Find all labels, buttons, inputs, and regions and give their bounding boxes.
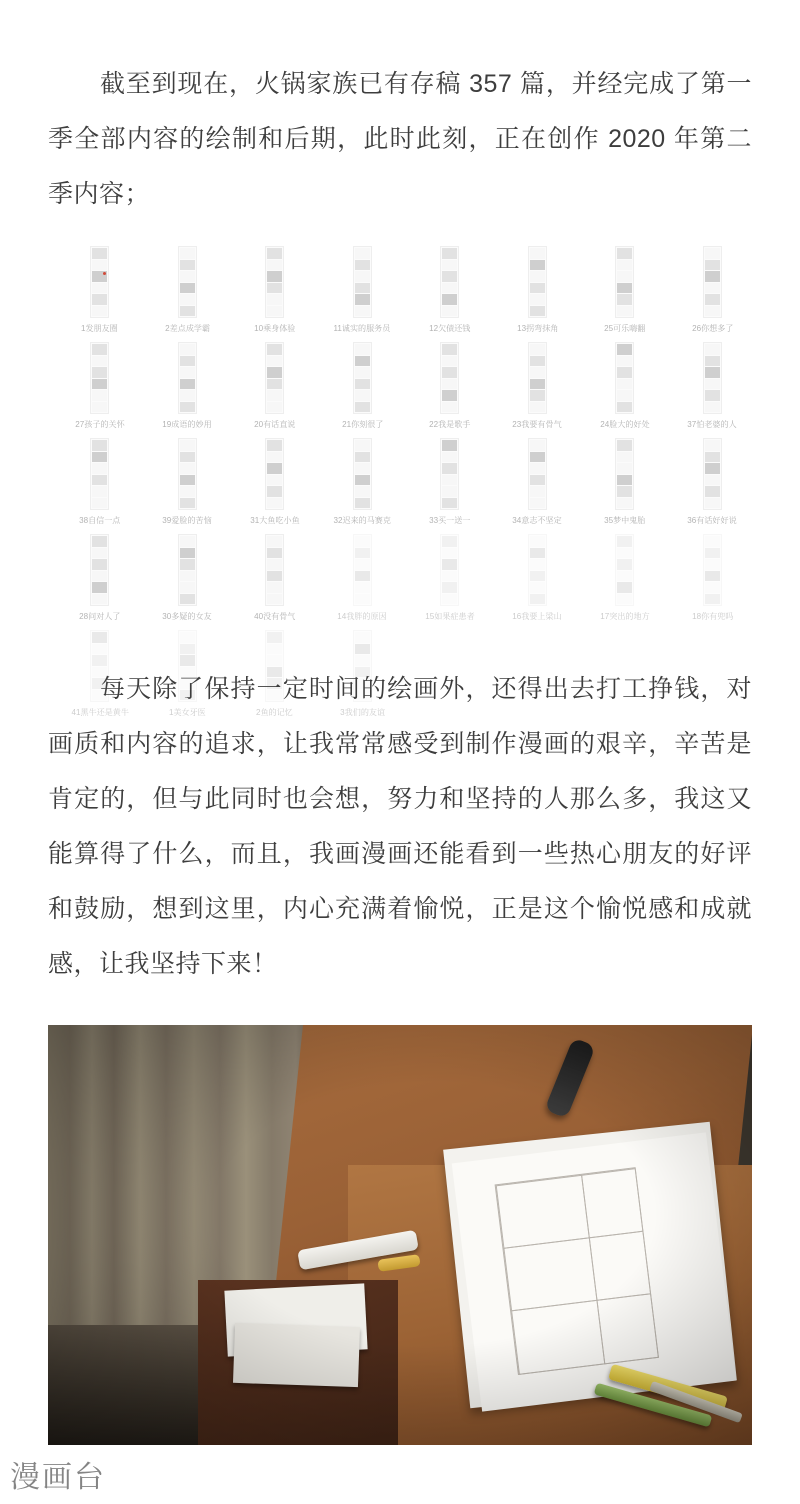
thumbnail-item[interactable] [669,246,757,342]
thumbnail-item[interactable] [406,534,494,630]
thumbnail-label: 39爱脸的苦恼 [162,515,212,525]
comic-strip-thumbnail-icon [703,246,722,318]
thumbnail-label: 30多疑的女友 [162,611,212,621]
comic-strip-thumbnail-icon [528,342,547,414]
thumbnail-item[interactable] [581,246,669,342]
thumbnail-item[interactable] [669,534,757,630]
comic-strip-thumbnail-icon [528,534,547,606]
comic-strip-thumbnail-icon [440,246,459,318]
comic-strip-thumbnail-icon [90,534,109,606]
thumbnail-label: 22我是歌手 [429,419,471,429]
thumbnail-label: 21你刻很了 [341,419,383,429]
thumbnail-label: 18你有兜吗 [691,611,733,621]
thumbnail-item[interactable] [319,342,407,438]
thumbnail-label: 19成语的妙用 [162,419,212,429]
thumbnail-item[interactable] [669,342,757,438]
comic-strip-thumbnail-icon [615,342,634,414]
thumbnail-item[interactable] [144,534,232,630]
thumbnail-label: 3我们的友谊 [339,707,385,717]
thumbnail-label: 24脸大的好处 [600,419,650,429]
thumbnail-label: 31大鱼吃小鱼 [250,515,300,525]
thumbnail-label: 41黑牛还是黄牛 [71,707,129,717]
thumbnail-item[interactable] [494,246,582,342]
thumbnail-item[interactable] [231,342,319,438]
comic-strip-thumbnail-icon [90,342,109,414]
thumbnail-label: 27孩子的关怀 [75,419,125,429]
thumbnail-label: 25可乐嗨翻 [604,323,646,333]
thumbnail-label: 32迟来的马赛克 [333,515,391,525]
thumbnail-label: 34意志不坚定 [512,515,562,525]
thumbnail-item[interactable] [406,246,494,342]
comic-strip-thumbnail-icon [265,534,284,606]
comic-strip-thumbnail-icon [265,246,284,318]
comic-strip-thumbnail-icon [703,534,722,606]
thumbnail-item[interactable] [669,438,757,534]
thumbnail-item[interactable] [144,438,232,534]
thumbnail-item[interactable] [56,534,144,630]
thumbnail-item[interactable] [56,246,144,342]
thumbnail-item[interactable] [56,342,144,438]
comic-strip-thumbnail-icon [265,438,284,510]
thumbnail-item[interactable] [406,438,494,534]
thumbnail-label: 33买一送一 [429,515,471,525]
comic-strip-thumbnail-icon [440,534,459,606]
thumbnail-item[interactable] [494,534,582,630]
thumbnail-grid [56,246,756,726]
thumbnail-item[interactable] [231,438,319,534]
thumbnail-label: 13拐弯抹角 [516,323,558,333]
thumbnail-item[interactable] [581,534,669,630]
thumbnail-label: 26你想多了 [691,323,733,333]
thumbnail-label: 12欠债还钱 [429,323,471,333]
photo-sketch-panels [495,1167,659,1375]
comic-strip-thumbnail-icon [353,438,372,510]
comic-strip-thumbnail-icon [353,342,372,414]
comic-strip-thumbnail-icon [178,438,197,510]
thumbnail-label: 38自信一点 [79,515,121,525]
thumbnail-label: 14我胖的原因 [337,611,387,621]
comic-strip-thumbnail-icon [353,534,372,606]
thumbnail-label: 2鱼的记忆 [256,707,294,717]
thumbnail-label: 17突出的地方 [600,611,650,621]
thumbnail-label: 37怕老婆的人 [687,419,737,429]
comic-strip-thumbnail-icon [440,342,459,414]
thumbnail-item[interactable] [319,534,407,630]
comic-strip-thumbnail-icon [615,438,634,510]
thumbnail-label: 10乘身体验 [254,323,296,333]
photo-top-sheet [452,1132,737,1411]
comic-strip-thumbnail-icon [353,246,372,318]
thumbnail-label: 11诚实的服务员 [333,323,391,333]
thumbnail-item[interactable] [494,438,582,534]
comic-strip-thumbnail-icon [703,342,722,414]
thumbnail-item[interactable] [144,246,232,342]
thumbnail-label: 35梦中鬼胎 [604,515,646,525]
thumbnail-label: 20有话直说 [254,419,296,429]
thumbnail-item[interactable] [494,342,582,438]
thumbnail-label: 40没有骨气 [254,611,296,621]
thumbnail-label: 23我要有骨气 [512,419,562,429]
comic-strip-thumbnail-icon [90,438,109,510]
article-paragraph-top: 截至到现在，火锅家族已有存稿 357 篇，并经完成了第一季全部内容的绘制和后期，此时此刻，正在创作 2020 年第二季内容； [48,70,752,208]
thumbnail-item[interactable] [581,438,669,534]
comic-strip-thumbnail-icon [178,342,197,414]
comic-strip-thumbnail-icon [528,438,547,510]
comic-strip-thumbnail-icon [265,342,284,414]
thumbnail-item[interactable] [581,342,669,438]
thumbnail-item[interactable] [231,534,319,630]
thumbnail-label: 2差点成学霸 [164,323,210,333]
thumbnail-label: 1发朋友圈 [81,323,119,333]
thumbnail-item[interactable] [56,438,144,534]
comic-strip-thumbnail-icon [528,246,547,318]
thumbnail-label: 15如果症患者 [425,611,475,621]
comic-strip-thumbnail-icon [178,534,197,606]
watermark: 漫画台 [10,1461,106,1494]
thumbnail-label: 36有话好好说 [687,515,737,525]
thumbnail-item[interactable] [319,438,407,534]
thumbnail-item[interactable] [144,342,232,438]
thumbnail-item[interactable] [319,246,407,342]
comic-strip-thumbnail-icon [90,246,109,318]
thumbnail-label: 16我要上梁山 [512,611,562,621]
thumbnail-label: 28问对人了 [79,611,121,621]
photo-side-papers-secondary [233,1323,360,1387]
comic-strip-thumbnail-icon [178,246,197,318]
comic-strip-thumbnail-icon [615,246,634,318]
comic-strip-thumbnail-icon [615,534,634,606]
comic-strip-thumbnail-icon [440,438,459,510]
thumbnail-item[interactable] [406,342,494,438]
thumbnail-item[interactable] [231,246,319,342]
thumbnail-label: 1美女牙医 [168,707,206,717]
comic-strip-thumbnail-icon [703,438,722,510]
article-paragraph-bottom: 每天除了保持一定时间的绘画外，还得出去打工挣钱，对画质和内容的追求，让我常常感受到制作漫画的艰辛，辛苦是肯定的，但与此同时也会想，努力和坚持的人那么多，我这又能算得了什么，而且，我画漫画还能看到一些热心朋友的好评和鼓励，想到这里，内心充满着愉悦，正是这个愉悦感和成就感，让我坚持下来！ [48,675,752,978]
workspace-photo [48,1025,752,1445]
